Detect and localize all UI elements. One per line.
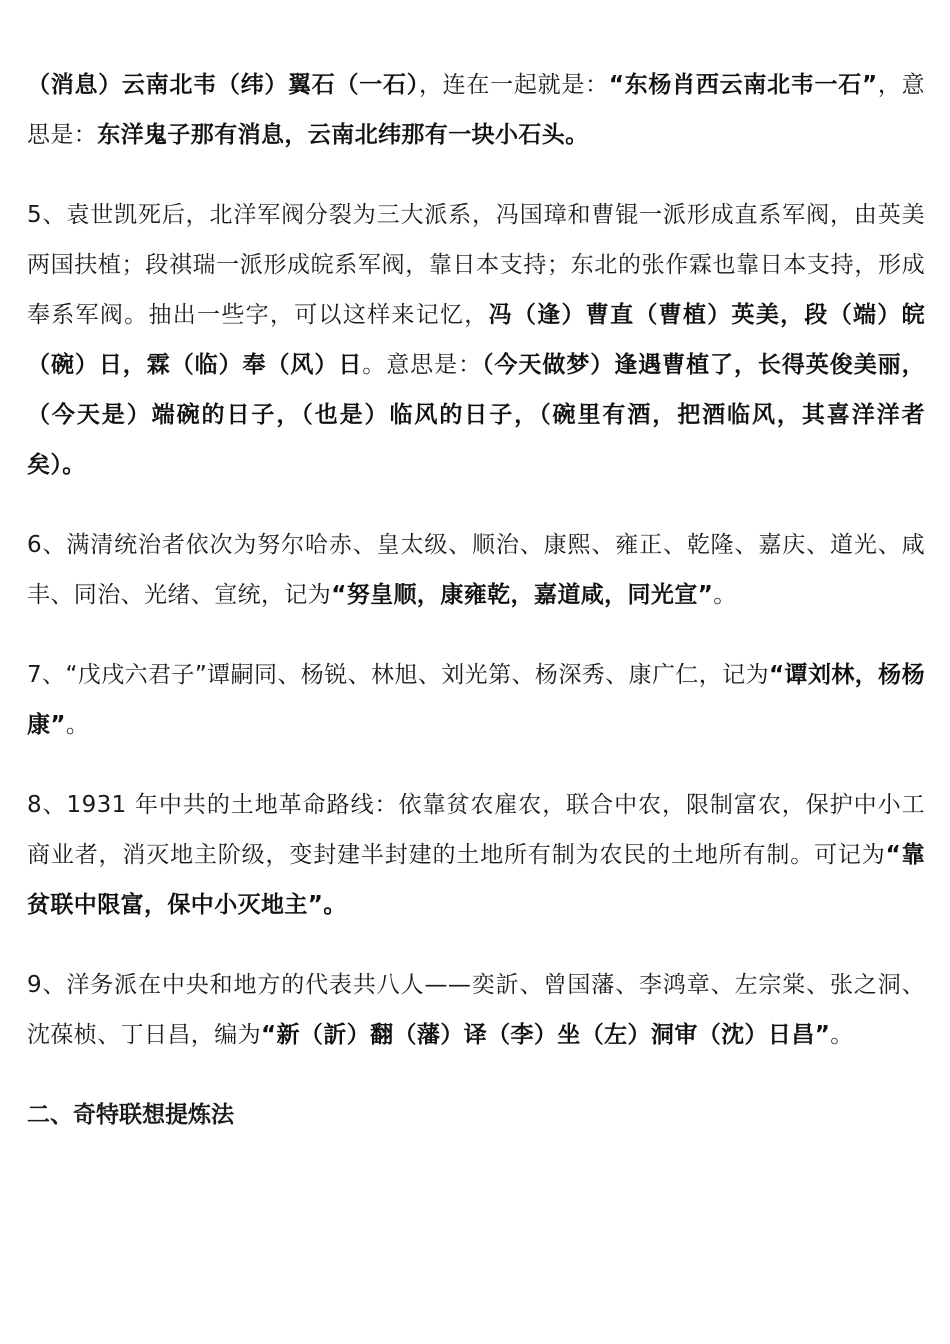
text-plain: 8、1931 年中共的土地革命路线：依靠贫农雇农，联合中农，限制富农，保护中小工商业者，消灭地主阶级，变封建半封建的土地所有制为农民的土地所有制。可记为 bbox=[27, 792, 925, 868]
text-bold: （消息）云南北韦（纬）翼石（一石） bbox=[27, 72, 419, 98]
paragraph-item-9 bbox=[27, 960, 925, 1060]
text-plain: 7、“戊戌六君子”谭嗣同、杨锐、林旭、刘光第、杨深秀、康广仁，记为 bbox=[27, 662, 770, 688]
text-bold: “东杨肖西云南北韦一石” bbox=[608, 72, 878, 98]
paragraph-item-7 bbox=[27, 650, 925, 750]
paragraph-mnemonic-4-end bbox=[27, 60, 925, 160]
text-plain: 5、袁世凯死后，北洋军阀分裂为三大派系，冯国璋和曹锟一派形成直系军阀，由英美两国扶植；段祺瑞一派形成皖系军阀，靠日本支持；东北的张作霖也靠日本支持，形成奉系军阀。抽出一些字，可以这样来记忆， bbox=[27, 202, 925, 328]
text-bold: “靠贫联中限富，保中小灭地主”。 bbox=[27, 842, 925, 918]
text-bold: 东洋鬼子那有消息，云南北纬那有一块小石头。 bbox=[97, 122, 589, 148]
paragraph-item-8 bbox=[27, 780, 925, 930]
text-plain: ，连在一起就是： bbox=[418, 72, 609, 98]
paragraph-item-6 bbox=[27, 520, 925, 620]
text-plain: 9、洋务派在中央和地方的代表共八人——奕訢、曾国藩、李鸿章、左宗棠、张之洞、沈葆桢、丁日昌，编为 bbox=[27, 972, 925, 1048]
text-bold: “谭刘林，杨杨康” bbox=[27, 662, 925, 738]
text-bold: “努皇顺，康雍乾，嘉道咸，同光宣” bbox=[331, 582, 714, 608]
paragraph-item-5 bbox=[27, 190, 925, 490]
text-bold: 冯（逢）曹直（曹植）英美，段（端）皖（碗）日，霖（临）奉（风）日 bbox=[27, 302, 925, 378]
text-plain: 。 bbox=[65, 712, 90, 738]
document-page bbox=[27, 60, 925, 1140]
text-plain: 。 bbox=[713, 582, 737, 608]
text-bold: （今天做梦）逢遇曹植了，长得英俊美丽，（今天是）端碗的日子，（也是）临风的日子，（碗里有酒，把酒临风，其喜洋洋者矣）。 bbox=[27, 352, 925, 478]
text-plain: 。意思是： bbox=[362, 352, 483, 378]
text-plain: 6、满清统治者依次为努尔哈赤、皇太级、顺治、康熙、雍正、乾隆、嘉庆、道光、咸丰、同治、光绪、宣统，记为 bbox=[27, 532, 925, 608]
text-plain: 。 bbox=[830, 1022, 854, 1048]
section-heading: 二、奇特联想提炼法 bbox=[27, 1102, 234, 1128]
text-plain: ，意思是： bbox=[27, 72, 925, 148]
text-bold: “新（訢）翻（藩）译（李）坐（左）洞审（沈）日昌” bbox=[261, 1022, 831, 1048]
